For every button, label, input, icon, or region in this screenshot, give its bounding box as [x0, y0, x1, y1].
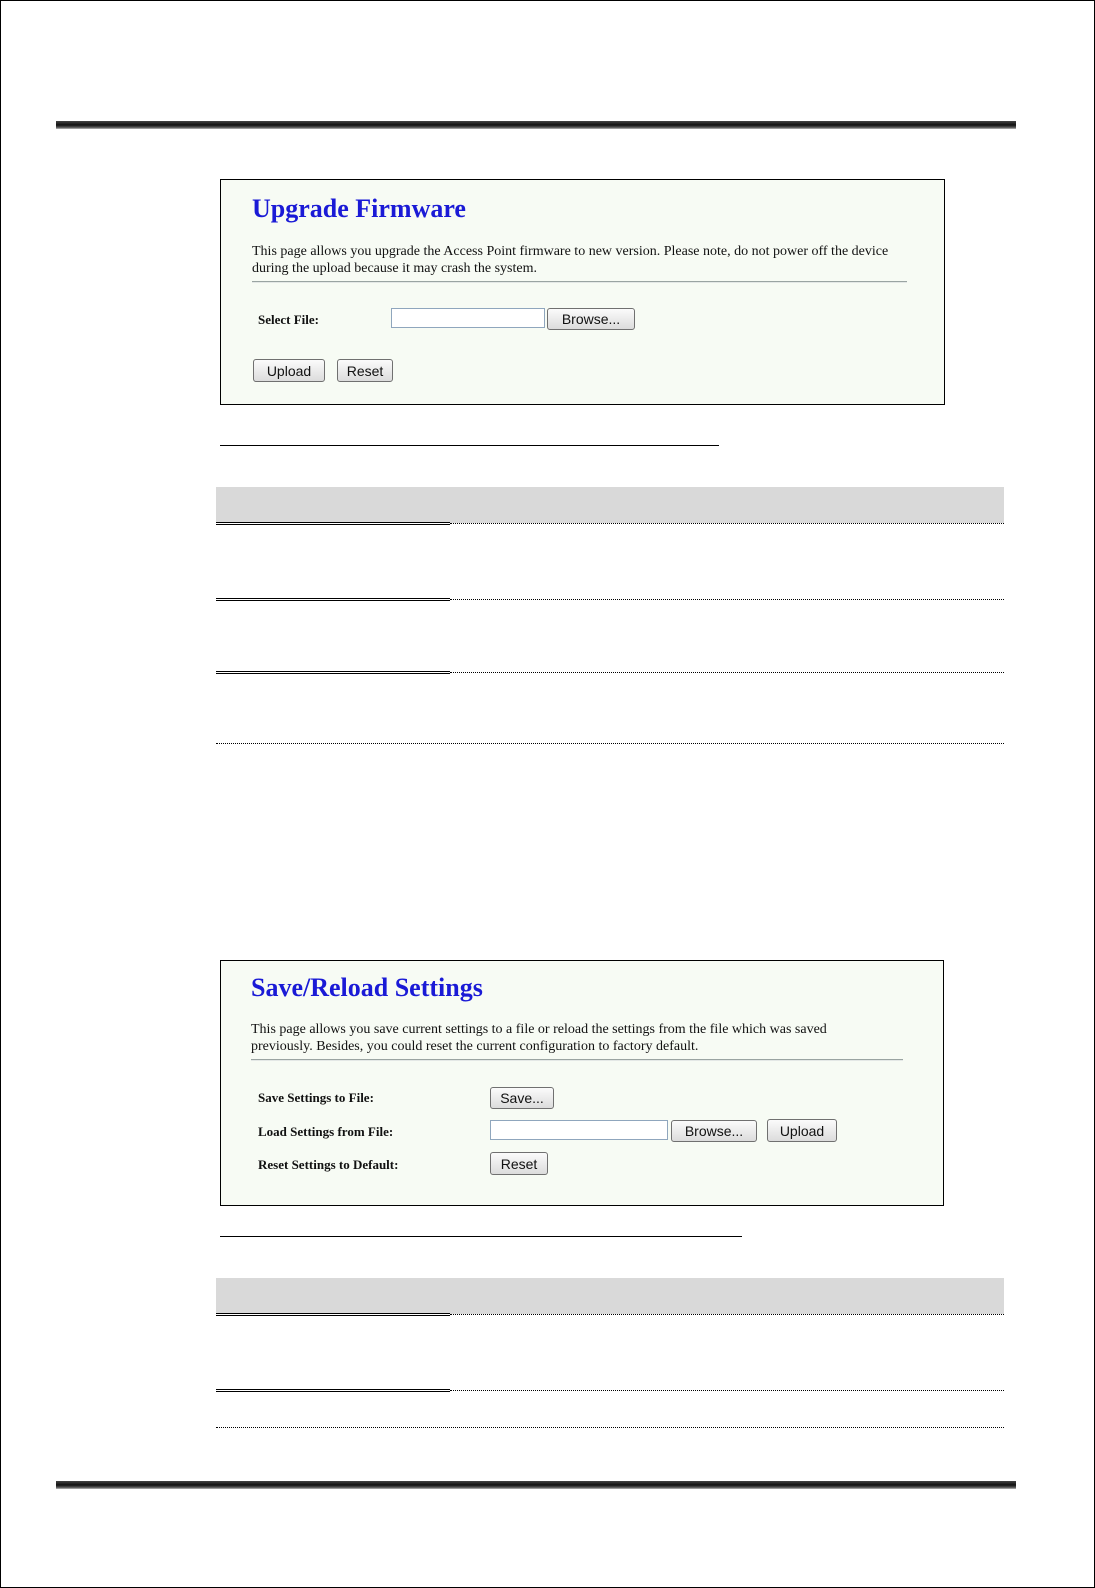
footer-rule	[56, 1481, 1016, 1489]
panel-divider	[252, 281, 907, 283]
save-settings-button[interactable]: Save...	[490, 1087, 554, 1109]
firmware-table-divider	[216, 671, 1004, 674]
save-reload-settings-panel	[220, 960, 944, 1206]
firmware-table-bottom	[216, 742, 1004, 745]
save-reload-settings-title: Save/Reload Settings	[251, 973, 483, 1002]
settings-table-bottom	[216, 1426, 1004, 1429]
upgrade-firmware-panel	[220, 179, 945, 405]
select-file-label: Select File:	[258, 312, 319, 327]
reset-settings-button[interactable]: Reset	[490, 1152, 548, 1175]
settings-table-header	[216, 1278, 1004, 1314]
firmware-table-divider	[216, 522, 1004, 525]
save-settings-label: Save Settings to File:	[258, 1090, 374, 1105]
panel-divider	[251, 1059, 903, 1061]
firmware-upload-button[interactable]: Upload	[253, 359, 325, 382]
settings-upload-button[interactable]: Upload	[767, 1119, 837, 1142]
settings-browse-button[interactable]: Browse...	[671, 1120, 757, 1142]
settings-table-divider	[216, 1389, 1004, 1392]
reset-settings-label: Reset Settings to Default:	[258, 1157, 399, 1172]
settings-file-input[interactable]	[490, 1120, 668, 1140]
settings-table-divider	[216, 1313, 1004, 1316]
header-rule	[56, 121, 1016, 129]
firmware-table-header	[216, 487, 1004, 523]
upgrade-firmware-description: This page allows you upgrade the Access Point firmware to new version. Please note, do not power off the device during the upload because it may crash the system.	[252, 244, 889, 276]
save-reload-settings-description: This page allows you save current settings to a file or reload the settings from the file which was saved previously. Besides, you could reset the current configuration to factory default.	[251, 1022, 827, 1054]
figure-caption-line	[220, 1236, 742, 1237]
firmware-browse-button[interactable]: Browse...	[547, 308, 635, 330]
firmware-table-divider	[216, 598, 1004, 601]
load-settings-label: Load Settings from File:	[258, 1124, 394, 1139]
firmware-file-input[interactable]	[391, 308, 545, 328]
figure-caption-line	[220, 445, 719, 446]
firmware-reset-button[interactable]: Reset	[337, 359, 393, 382]
upgrade-firmware-title: Upgrade Firmware	[252, 194, 466, 223]
